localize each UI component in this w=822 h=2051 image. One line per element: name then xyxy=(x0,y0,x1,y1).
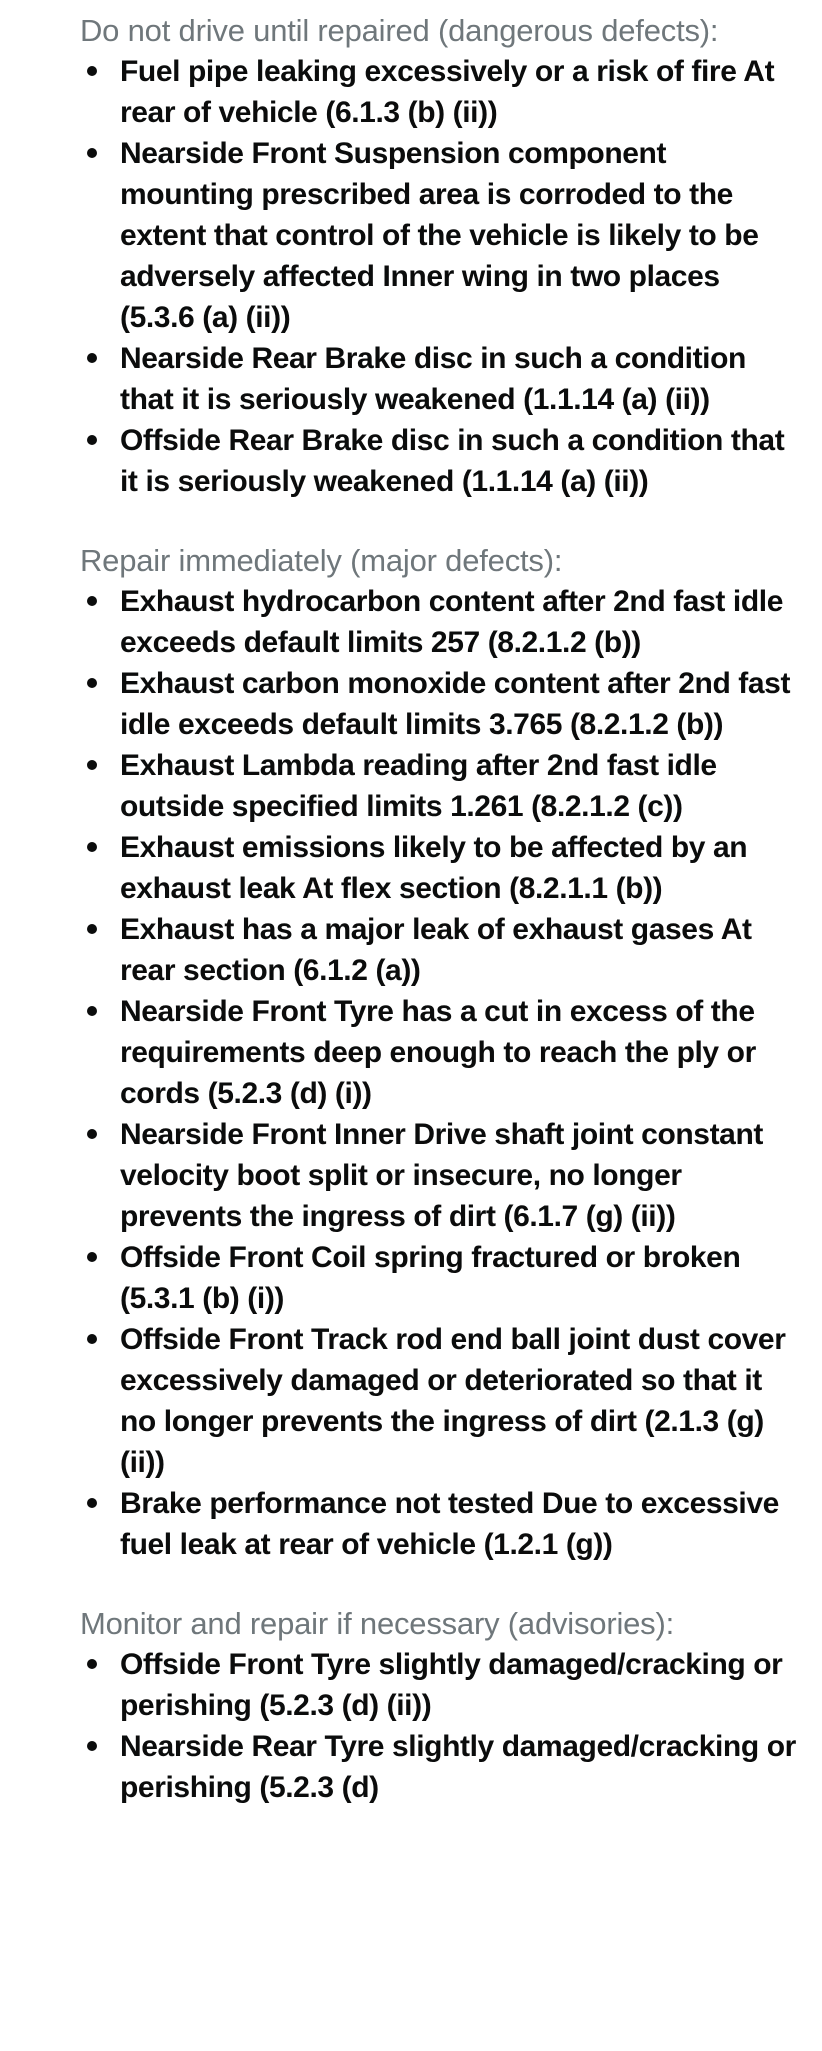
list-item xyxy=(80,133,800,338)
bullet-icon xyxy=(87,1129,97,1139)
bullet-icon xyxy=(87,760,97,770)
defect-text: Brake performance not tested Due to excessive fuel leak at rear of vehicle (1.2.1 (g)) xyxy=(120,1487,779,1561)
advisories-section xyxy=(80,1603,822,1808)
list-item xyxy=(80,663,800,745)
bullet-icon xyxy=(87,924,97,934)
bullet-icon xyxy=(87,678,97,688)
list-item xyxy=(80,1644,800,1726)
bullet-icon xyxy=(87,1498,97,1508)
list-item xyxy=(80,1319,800,1483)
defect-text: Fuel pipe leaking excessively or a risk of fire At rear of vehicle (6.1.3 (b) (ii)) xyxy=(120,55,775,129)
defect-text: Exhaust hydrocarbon content after 2nd fast idle exceeds default limits 257 (8.2.1.2 (b)) xyxy=(120,585,783,659)
bullet-icon xyxy=(87,353,97,363)
list-item xyxy=(80,581,800,663)
defect-text: Exhaust emissions likely to be affected by an exhaust leak At flex section (8.2.1.1 (b)) xyxy=(120,831,748,905)
list-item xyxy=(80,827,800,909)
list-item xyxy=(80,909,800,991)
bullet-icon xyxy=(87,596,97,606)
defect-text: Nearside Rear Brake disc in such a condition that it is seriously weakened (1.1.14 (a) (ii)) xyxy=(120,342,746,416)
bullet-icon xyxy=(87,66,97,76)
defect-text: Nearside Rear Tyre slightly damaged/cracking or perishing (5.2.3 (d) xyxy=(120,1730,796,1804)
major-defects-section xyxy=(80,540,822,1565)
bullet-icon xyxy=(87,1334,97,1344)
list-item xyxy=(80,991,800,1114)
dangerous-defects-list xyxy=(80,51,822,502)
bullet-icon xyxy=(87,435,97,445)
list-item xyxy=(80,1114,800,1237)
defect-text: Exhaust has a major leak of exhaust gases At rear section (6.1.2 (a)) xyxy=(120,913,752,987)
bullet-icon xyxy=(87,1659,97,1669)
list-item xyxy=(80,1483,800,1565)
bullet-icon xyxy=(87,842,97,852)
list-item xyxy=(80,745,800,827)
bullet-icon xyxy=(87,148,97,158)
defect-text: Offside Rear Brake disc in such a condition that it is seriously weakened (1.1.14 (a) (ii)) xyxy=(120,424,785,498)
defect-text: Offside Front Tyre slightly damaged/cracking or perishing (5.2.3 (d) (ii)) xyxy=(120,1648,783,1722)
list-item xyxy=(80,51,800,133)
defect-text: Exhaust carbon monoxide content after 2nd fast idle exceeds default limits 3.765 (8.2.1.2 (b)) xyxy=(120,667,791,741)
defect-text: Nearside Front Suspension component mounting prescribed area is corroded to the extent that control of the vehicle is likely to be adversely affected Inner wing in two places (5.3.6 (a) (ii)) xyxy=(120,137,759,334)
bullet-icon xyxy=(87,1741,97,1751)
list-item xyxy=(80,1237,800,1319)
section-heading-dangerous: Do not drive until repaired (dangerous defects): xyxy=(80,13,719,48)
list-item xyxy=(80,420,800,502)
dangerous-defects-section xyxy=(80,10,822,502)
bullet-icon xyxy=(87,1006,97,1016)
section-heading-advisories: Monitor and repair if necessary (advisories): xyxy=(80,1606,675,1641)
list-item xyxy=(80,1726,800,1808)
defect-text: Offside Front Coil spring fractured or broken (5.3.1 (b) (i)) xyxy=(120,1241,741,1315)
defect-text: Nearside Front Inner Drive shaft joint constant velocity boot split or insecure, no longer prevents the ingress of dirt (6.1.7 (g) (ii)) xyxy=(120,1118,763,1233)
major-defects-list xyxy=(80,581,822,1565)
advisories-list xyxy=(80,1644,822,1808)
defect-text: Offside Front Track rod end ball joint dust cover excessively damaged or deteriorated so that it no longer prevents the ingress of dirt (2.1.3 (g) (ii)) xyxy=(120,1323,786,1479)
defect-text: Nearside Front Tyre has a cut in excess of the requirements deep enough to reach the ply or cords (5.2.3 (d) (i)) xyxy=(120,995,756,1110)
bullet-icon xyxy=(87,1252,97,1262)
defect-text: Exhaust Lambda reading after 2nd fast idle outside specified limits 1.261 (8.2.1.2 (c)) xyxy=(120,749,717,823)
section-heading-major: Repair immediately (major defects): xyxy=(80,543,563,578)
list-item xyxy=(80,338,800,420)
